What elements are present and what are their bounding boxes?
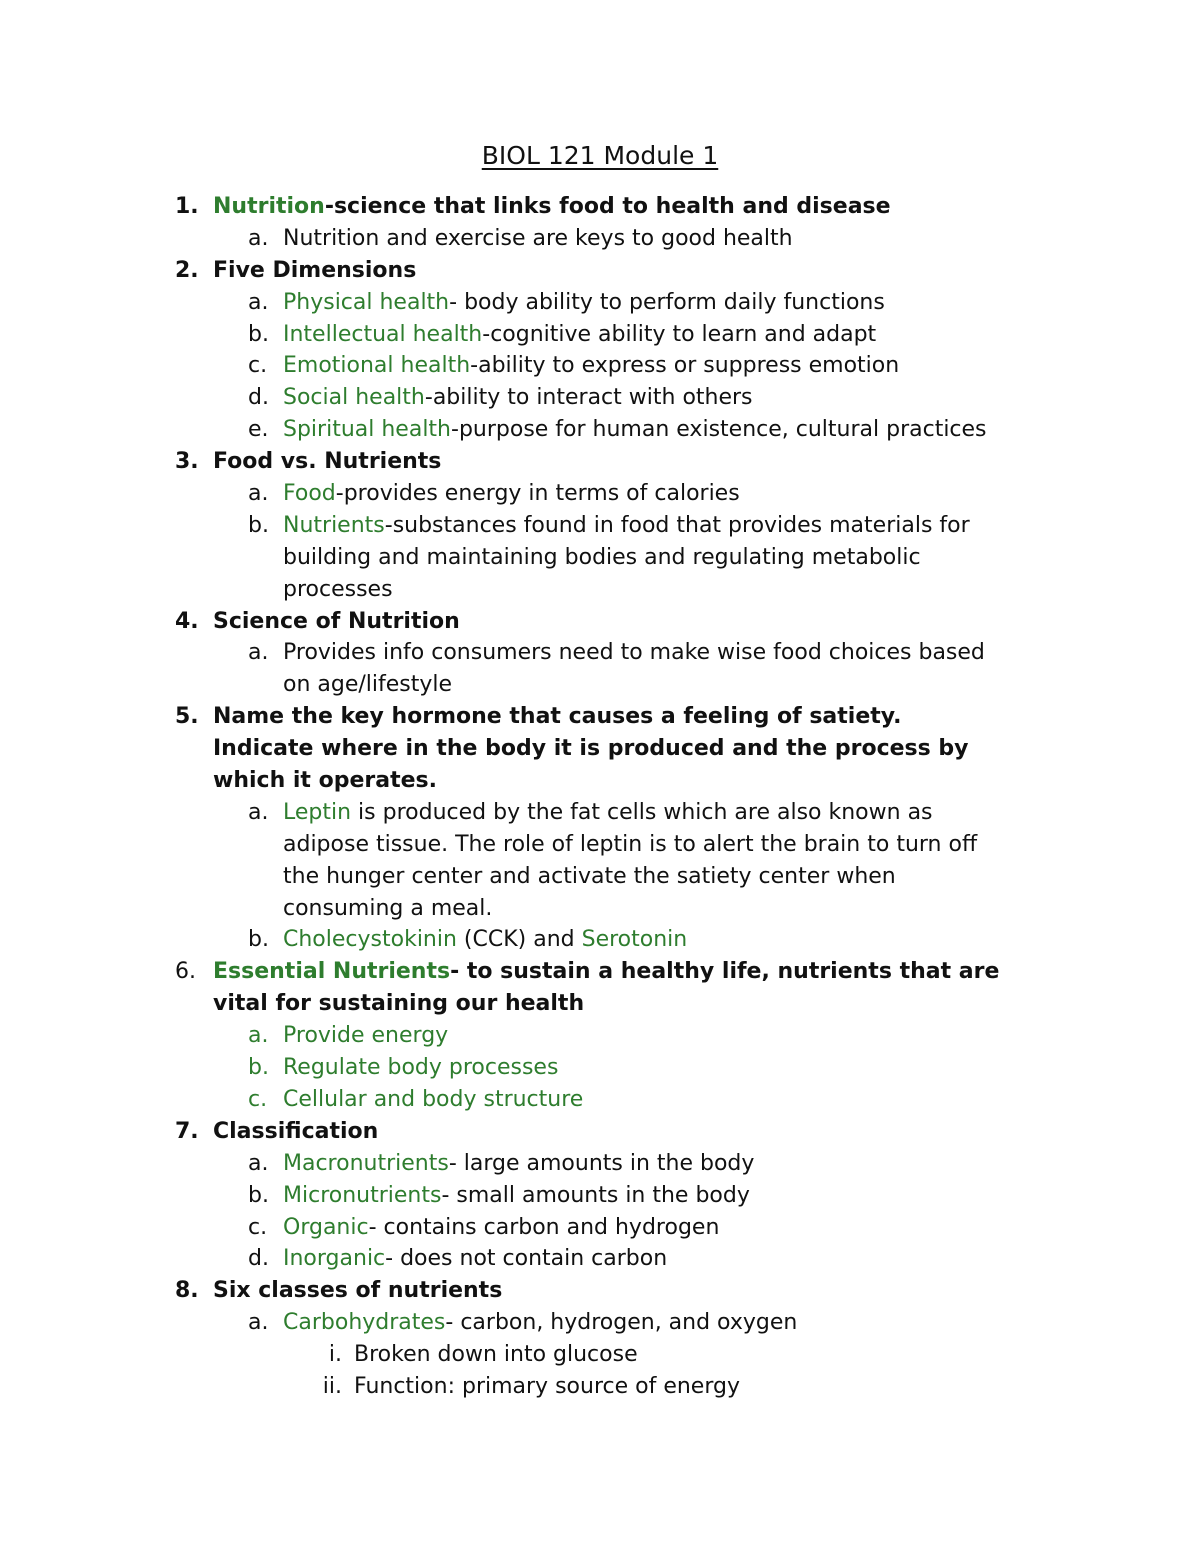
list-subitem-5a: [0, 797, 1200, 829]
subitem-marker: b.: [248, 512, 269, 538]
subitem-text-continued: on age/lifestyle: [283, 672, 453, 698]
item-number: 6.: [175, 959, 196, 985]
subsubitem-marker: ii.: [322, 1373, 342, 1399]
item-heading: Classification: [213, 1118, 379, 1144]
subitem-marker: d.: [248, 1246, 269, 1272]
term-inorganic: Inorganic: [283, 1246, 386, 1272]
list-subsubitem-8a-i: [0, 1339, 1200, 1371]
subitem-definition: - large amounts in the body: [448, 1150, 755, 1176]
subitem-definition: -substances found in food that provides materials for: [384, 512, 970, 538]
list-item-3: [0, 446, 1200, 478]
subitem-marker: e.: [248, 417, 269, 443]
term-essential-nutrients: Essential Nutrients: [213, 959, 451, 985]
item-number: 7.: [175, 1118, 199, 1144]
subitem-definition: is produced by the fat cells which are also known as: [351, 799, 933, 825]
subitem-marker: a.: [248, 1150, 269, 1176]
list-subitem-3b-cont: [0, 574, 1200, 606]
list-subitem-1a: [0, 223, 1200, 255]
list-subitem-2b: [0, 319, 1200, 351]
list-subitem-4a: [0, 637, 1200, 669]
list-subitem-6a: [0, 1020, 1200, 1052]
subitem-marker: c.: [248, 1086, 268, 1112]
subitem-definition: - small amounts in the body: [441, 1182, 750, 1208]
subitem-text: Provide energy: [283, 1023, 449, 1049]
item-heading: Food vs. Nutrients: [213, 449, 442, 475]
list-subitem-6c: [0, 1084, 1200, 1116]
subsubitem-text: Function: primary source of energy: [354, 1373, 740, 1399]
subitem-marker: b.: [248, 927, 269, 953]
list-item-7: [0, 1116, 1200, 1148]
subitem-text: Nutrition and exercise are keys to good health: [283, 225, 793, 251]
subitem-text-continued: building and maintaining bodies and regulating metabolic: [283, 544, 921, 570]
subitem-marker: a.: [248, 640, 269, 666]
subitem-definition: -cognitive ability to learn and adapt: [482, 321, 877, 347]
item-heading: Science of Nutrition: [213, 608, 460, 634]
subitem-definition: -purpose for human existence, cultural practices: [451, 417, 987, 443]
outline-list: [0, 191, 1200, 1403]
subitem-definition: -ability to express or suppress emotion: [470, 353, 900, 379]
question-text: Name the key hormone that causes a feeling of satiety.: [213, 704, 902, 730]
list-subitem-3b-cont: [0, 542, 1200, 574]
term-intellectual-health: Intellectual health: [283, 321, 483, 347]
list-subitem-2e: [0, 414, 1200, 446]
term-leptin: Leptin: [283, 799, 352, 825]
subitem-text-continued: the hunger center and activate the satiety center when: [283, 863, 896, 889]
subitem-text: Provides info consumers need to make wise food choices based: [283, 640, 985, 666]
subitem-marker: b.: [248, 1182, 269, 1208]
item-definition-continued: vital for sustaining our health: [213, 991, 585, 1017]
question-text-continued: Indicate where in the body it is produced and the process by: [213, 736, 969, 762]
item-definition: -science that links food to health and disease: [324, 194, 891, 219]
list-subitem-5a-cont: [0, 861, 1200, 893]
list-subitem-7d: [0, 1243, 1200, 1275]
list-subitem-4a-cont: [0, 669, 1200, 701]
term-social-health: Social health: [283, 385, 425, 411]
subitem-definition: -ability to interact with others: [424, 385, 753, 411]
list-item-2: [0, 255, 1200, 287]
list-subitem-3a: [0, 478, 1200, 510]
subitem-text: Regulate body processes: [283, 1055, 559, 1081]
item-number: 2.: [175, 257, 199, 283]
term-physical-health: Physical health: [283, 289, 450, 315]
subitem-marker: a.: [248, 799, 269, 825]
list-subitem-5a-cont: [0, 829, 1200, 861]
term-nutrition: Nutrition: [213, 194, 325, 219]
list-subitem-7b: [0, 1180, 1200, 1212]
list-item-5-cont: [0, 765, 1200, 797]
list-item-1: [0, 191, 1200, 223]
subitem-marker: a.: [248, 225, 269, 251]
subitem-text: Cellular and body structure: [283, 1086, 584, 1112]
list-subitem-2d: [0, 382, 1200, 414]
item-heading: Five Dimensions: [213, 257, 417, 283]
subitem-marker: a.: [248, 481, 269, 507]
term-cholecystokinin: Cholecystokinin: [283, 927, 457, 953]
list-subitem-6b: [0, 1052, 1200, 1084]
subitem-definition: - carbon, hydrogen, and oxygen: [445, 1310, 798, 1336]
subitem-marker: a.: [248, 1023, 269, 1049]
list-subitem-7a: [0, 1148, 1200, 1180]
item-definition: - to sustain a healthy life, nutrients that are: [450, 959, 1000, 985]
term-micronutrients: Micronutrients: [283, 1182, 442, 1208]
item-number: 5.: [175, 704, 199, 730]
item-number: 1.: [175, 194, 199, 219]
subitem-marker: c.: [248, 353, 268, 379]
item-number: 4.: [175, 608, 199, 634]
term-organic: Organic: [283, 1214, 369, 1240]
term-carbohydrates: Carbohydrates: [283, 1310, 446, 1336]
subsubitem-text: Broken down into glucose: [354, 1342, 638, 1368]
subitem-definition: - contains carbon and hydrogen: [368, 1214, 720, 1240]
term-nutrients: Nutrients: [283, 512, 385, 538]
item-heading: Six classes of nutrients: [213, 1278, 503, 1304]
item-number: 8.: [175, 1278, 199, 1304]
subitem-marker: b.: [248, 321, 269, 347]
term-serotonin: Serotonin: [581, 927, 688, 953]
list-subitem-5b: [0, 924, 1200, 956]
list-subitem-5a-cont: [0, 893, 1200, 925]
subitem-text-continued: consuming a meal.: [283, 895, 493, 921]
list-subitem-2a: [0, 287, 1200, 319]
list-subitem-3b: [0, 510, 1200, 542]
subitem-definition: - body ability to perform daily functions: [449, 289, 885, 315]
subitem-marker: a.: [248, 1310, 269, 1336]
list-subitem-7c: [0, 1212, 1200, 1244]
list-item-8: [0, 1275, 1200, 1307]
subsubitem-marker: i.: [328, 1342, 342, 1368]
list-item-4: [0, 606, 1200, 638]
list-subitem-8a: [0, 1307, 1200, 1339]
term-spiritual-health: Spiritual health: [283, 417, 451, 443]
item-number: 3.: [175, 449, 199, 475]
subitem-marker: b.: [248, 1055, 269, 1081]
subitem-definition: -provides energy in terms of calories: [335, 481, 740, 507]
subitem-marker: a.: [248, 289, 269, 315]
term-emotional-health: Emotional health: [283, 353, 471, 379]
subitem-marker: c.: [248, 1214, 268, 1240]
list-item-6: [0, 956, 1200, 988]
subitem-text-continued: adipose tissue. The role of leptin is to alert the brain to turn off: [283, 831, 978, 857]
list-subitem-2c: [0, 350, 1200, 382]
term-macronutrients: Macronutrients: [283, 1150, 449, 1176]
list-item-5: [0, 701, 1200, 733]
subitem-marker: d.: [248, 385, 269, 411]
list-item-6-cont: [0, 988, 1200, 1020]
subitem-connector: (CCK) and: [456, 927, 582, 953]
subitem-text-continued: processes: [283, 576, 393, 602]
list-subsubitem-8a-ii: [0, 1371, 1200, 1403]
list-item-5-cont: [0, 733, 1200, 765]
document-title: BIOL 121 Module 1: [481, 141, 719, 170]
question-text-continued: which it operates.: [213, 768, 437, 794]
subitem-definition: - does not contain carbon: [385, 1246, 668, 1272]
term-food: Food: [283, 481, 336, 507]
